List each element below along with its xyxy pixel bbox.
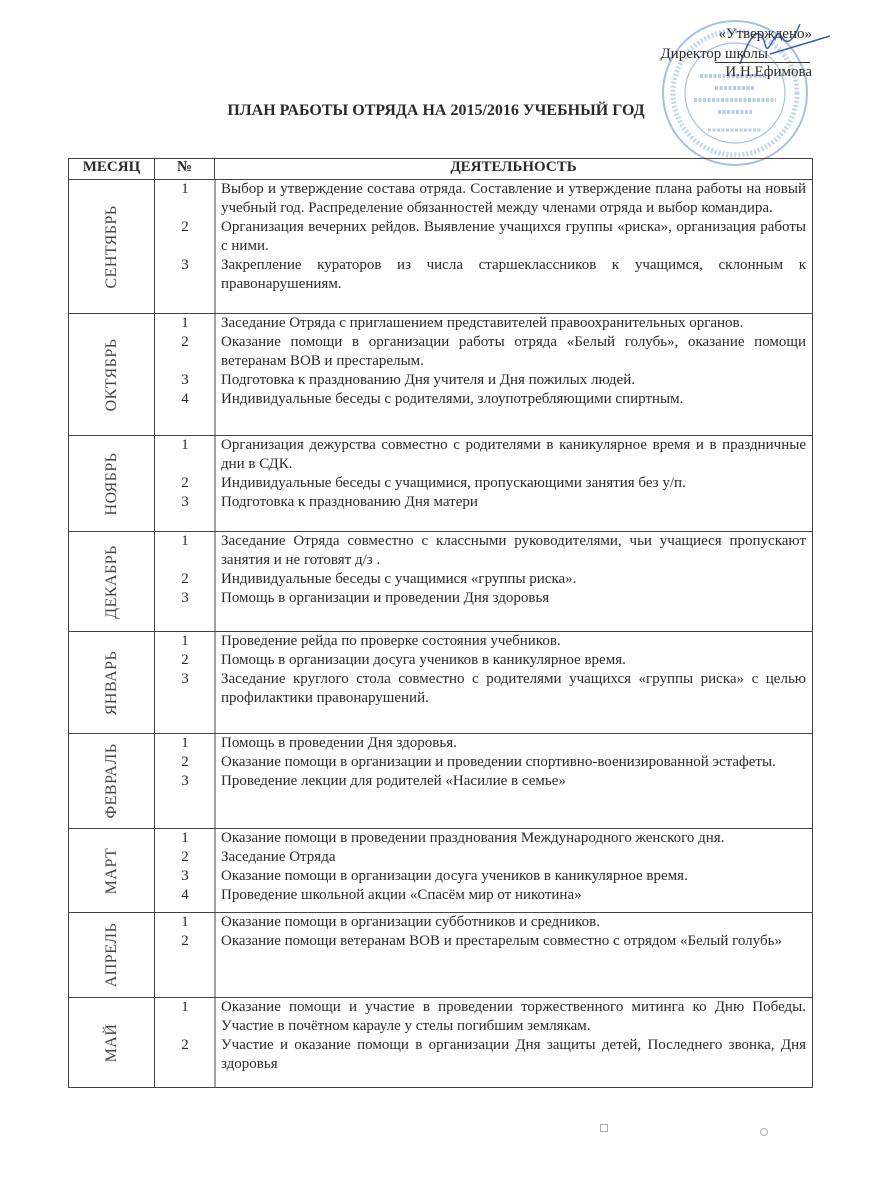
activity-item [155,998,812,1036]
activity-item [155,886,812,905]
month-label: ЯНВАРЬ [102,650,120,715]
item-text: Оказание помощи и участие в проведении торжественного митинга ко Дню Победы. Участие в почётном карауле у стелы погибшим землякам. [221,999,806,1034]
item-number: 2 [181,849,189,865]
item-number: 2 [181,571,189,587]
activity-item [155,829,812,848]
item-number: 1 [181,633,189,649]
item-text: Участие и оказание помощи в организации Дня защиты детей, Последнего звонка, Дня здоровья [221,1037,806,1072]
activity-item [155,180,812,218]
month-cell [69,913,155,998]
month-cell [69,532,155,632]
month-cell [69,314,155,436]
month-row [69,632,813,734]
item-number: 2 [181,334,189,350]
item-text: Проведение школьной акции «Спасём мир от никотина» [221,887,582,903]
approval-label: «Утверждено» [718,26,812,42]
activity-item [155,570,812,589]
item-text: Помощь в организации досуга учеников в каникулярное время. [221,652,626,668]
item-number: 3 [181,257,189,273]
item-number: 3 [181,773,189,789]
month-cell [69,436,155,532]
item-number: 2 [181,933,189,949]
month-cell [69,180,155,314]
activity-item [155,493,812,512]
scan-mark [600,1124,608,1132]
month-row [69,314,813,436]
item-number: 1 [181,830,189,846]
activity-item [155,734,812,753]
header-month: МЕСЯЦ [69,159,155,180]
item-text: Заседание Отряда [221,849,336,865]
activity-item [155,867,812,886]
month-row [69,998,813,1088]
item-text: Оказание помощи в организации досуга учеников в каникулярное время. [221,868,688,884]
item-text: Заседание круглого стола совместно с родителями учащихся «группы риска» с целью профилактики правонарушений. [221,671,806,706]
item-number: 3 [181,372,189,388]
item-number: 3 [181,590,189,606]
month-cell [69,829,155,913]
month-label: ФЕВРАЛЬ [102,743,120,819]
month-label: АПРЕЛЬ [102,922,120,988]
item-text: Закрепление кураторов из числа старшеклассников к учащимся, склонным к правонарушениям. [221,257,806,292]
activity-item [155,390,812,409]
activity-cell [155,913,813,998]
item-text: Помощь в организации и проведении Дня здоровья [221,590,550,606]
item-text: Оказание помощи в организации субботников и средников. [221,914,601,930]
month-label: МАРТ [102,847,120,894]
month-label: ОКТЯБРЬ [102,338,120,411]
month-cell [69,734,155,829]
activity-cell [155,998,813,1088]
activity-item [155,848,812,867]
item-number: 1 [181,914,189,930]
activity-item [155,532,812,570]
activity-cell [155,829,813,913]
item-text: Оказание помощи в проведении празднования Международного женского дня. [221,830,725,846]
item-number: 1 [181,999,189,1015]
month-label: СЕНТЯБРЬ [102,204,120,289]
activity-item [155,670,812,708]
month-label: ДЕКАБРЬ [102,544,120,619]
month-row [69,734,813,829]
activity-cell [155,734,813,829]
item-text: Оказание помощи ветеранам ВОВ и престарелым совместно с отрядом «Белый голубь» [221,933,782,949]
item-text: Организация вечерних рейдов. Выявление учащихся группы «риска», организация работы с ними. [221,219,806,254]
item-number: 1 [181,437,189,453]
work-plan-table [68,158,813,1088]
month-row [69,829,813,913]
activity-item [155,474,812,493]
item-text: Помощь в проведении Дня здоровья. [221,735,457,751]
item-number: 4 [181,391,189,407]
month-label: МАЙ [102,1023,120,1062]
item-text: Индивидуальные беседы с учащимися, пропускающими занятия без у/п. [221,475,686,491]
activity-item [155,1036,812,1074]
activity-item [155,913,812,932]
activity-item [155,314,812,333]
activity-cell [155,632,813,734]
director-name: И.Н.Ефимова [725,64,812,80]
activity-item [155,651,812,670]
item-text: Заседание Отряда с приглашением представителей правоохранительных органов. [221,315,744,331]
item-number: 2 [181,1037,189,1053]
item-text: Организация дежурства совместно с родителями в каникулярное время и в праздничные дни в СДК. [221,437,806,472]
activity-item [155,589,812,608]
activity-item [155,772,812,791]
item-text: Проведение лекции для родителей «Насилие в семье» [221,773,566,789]
month-cell [69,998,155,1088]
item-number: 2 [181,219,189,235]
activity-item [155,436,812,474]
activity-cell [155,532,813,632]
activity-item [155,256,812,294]
month-cell [69,632,155,734]
item-text: Оказание помощи в организации и проведении спортивно-военизированной эстафеты. [221,754,776,770]
item-number: 3 [181,494,189,510]
activity-cell [155,436,813,532]
activity-item [155,333,812,371]
signature-line [715,62,810,63]
month-row [69,532,813,632]
activity-item [155,932,812,951]
activity-cell [155,314,813,436]
item-text: Подготовка к празднованию Дня учителя и Дня пожилых людей. [221,372,635,388]
item-number: 1 [181,735,189,751]
month-row [69,436,813,532]
activity-item [155,753,812,772]
activity-item [155,632,812,651]
scan-mark [760,1128,768,1136]
item-text: Проведение рейда по проверке состояния учебников. [221,633,561,649]
activity-cell [155,180,813,314]
item-number: 1 [181,315,189,331]
item-number: 1 [181,181,189,197]
item-number: 2 [181,754,189,770]
item-text: Оказание помощи в организации работы отряда «Белый голубь», оказание помощи ветеранам ВОВ и престарелым. [221,334,806,369]
item-text: Индивидуальные беседы с родителями, злоупотребляющими спиртным. [221,391,684,407]
activity-item [155,371,812,390]
page-title: ПЛАН РАБОТЫ ОТРЯДА НА 2015/2016 УЧЕБНЫЙ ГОД [227,102,645,119]
item-text: Выбор и утверждение состава отряда. Составление и утверждение плана работы на новый учебный год. Распределение обязанностей между членами отряда и выбор командира. [221,181,806,216]
activity-item [155,218,812,256]
item-number: 1 [181,533,189,549]
item-text: Заседание Отряда совместно с классными руководителями, чьи учащиеся пропускают занятия и не готовят д/з . [221,533,806,568]
item-text: Подготовка к празднованию Дня матери [221,494,478,510]
item-number: 2 [181,652,189,668]
month-row [69,913,813,998]
header-activity: ДЕЯТЕЛЬНОСТЬ [215,159,813,180]
item-number: 2 [181,475,189,491]
item-number: 4 [181,887,189,903]
item-number: 3 [181,868,189,884]
header-number: № [155,159,215,180]
item-text: Индивидуальные беседы с учащимися «группы риска». [221,571,577,587]
month-label: НОЯБРЬ [102,452,120,515]
month-row [69,180,813,314]
director-title: Директор школы [660,46,768,62]
item-number: 3 [181,671,189,687]
